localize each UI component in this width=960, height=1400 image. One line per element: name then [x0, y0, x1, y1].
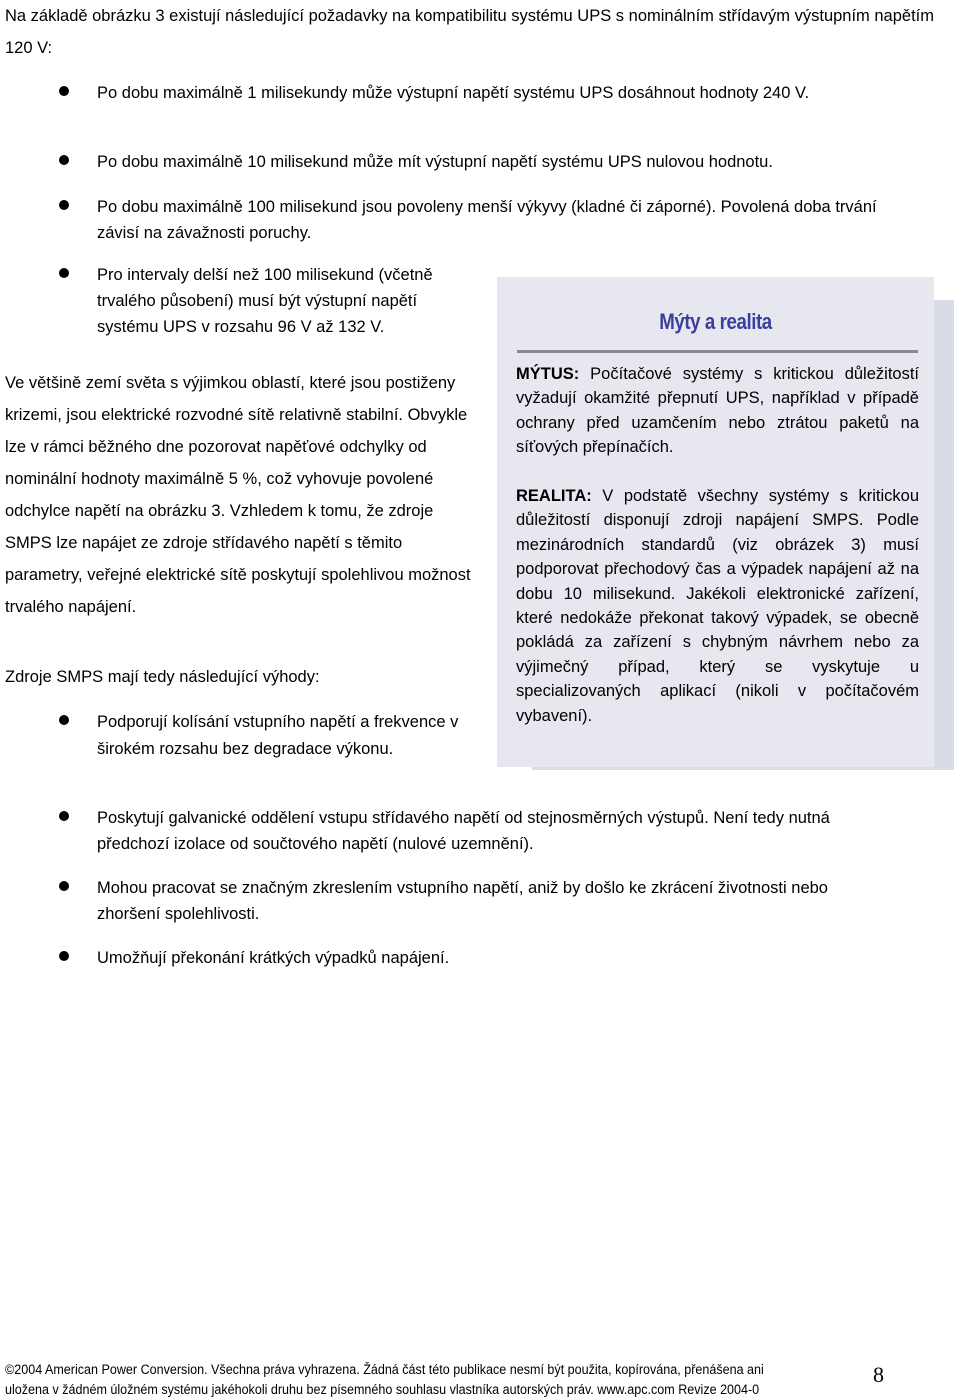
myth-label: MÝTUS: — [516, 365, 580, 383]
myths-sidebar — [497, 277, 934, 767]
bullet-icon — [59, 268, 69, 278]
advantage-item: Poskytují galvanické oddělení vstupu střídavého napětí od stejnosměrných výstupů. Není tedy nutná předchozí izolace od součtového napětí (nulové uzemnění). — [97, 809, 830, 853]
bullet-icon — [59, 811, 69, 821]
bullet-icon — [59, 951, 69, 961]
sidebar-title: Mýty a realita — [659, 309, 772, 334]
reality-paragraph — [516, 484, 919, 728]
footer-line: ©2004 American Power Conversion. Všechna práva vyhrazena. Žádná část této publikace nesmí být použita, kopírována, přenášena ani — [5, 1362, 764, 1377]
footer-line: uložena v žádném úložném systému jakéhokoli druhu bez písemného souhlasu vlastníka autorských práv. www.apc.com Revize 2004-0 — [5, 1382, 760, 1397]
intro-paragraph: Na základě obrázku 3 existují následující požadavky na kompatibilitu systému UPS s nominálním střídavým výstupním napětím 120 V: — [5, 7, 935, 57]
bullet-icon — [59, 881, 69, 891]
advantage-item: Umožňují překonání krátkých výpadků napájení. — [97, 949, 450, 967]
myth-paragraph — [516, 362, 919, 460]
bullet-icon — [59, 715, 69, 725]
requirement-item: Po dobu maximálně 100 milisekund jsou povoleny menší výkyvy (kladné či záporné). Povolená doba trvání závisí na závažnosti poruchy. — [97, 198, 877, 242]
requirement-item: Po dobu maximálně 1 milisekundy může výstupní napětí systému UPS dosáhnout hodnoty 240 V. — [97, 84, 810, 102]
requirement-item: Po dobu maximálně 10 milisekund může mít výstupní napětí systému UPS nulovou hodnotu. — [97, 153, 773, 171]
footer — [5, 1360, 777, 1400]
advantage-item: Mohou pracovat se značným zkreslením vstupního napětí, aniž by došlo ke zkrácení životnosti nebo zhoršení spolehlivosti. — [97, 879, 828, 923]
reality-text: V podstatě všechny systémy s kritickou důležitostí disponují zdroji napájení SMPS. Podle mezinárodních standardů (viz obrázek 3) musí podporovat přechodový čas a výpadek napájení až na dobu 10 milisekund. Jakékoli elektronické zařízení, které nedokáže překonat takový výpadek, se obecně pokládá za zařízení s chybným návrhem nebo za výjimečný případ, který se vyskytuje u specializovaných aplikací (nikoli v počítačovém vybavení). — [516, 487, 919, 725]
advantage-item: Podporují kolísání vstupního napětí a frekvence v širokém rozsahu bez degradace výkonu. — [97, 713, 459, 758]
bullet-icon — [59, 155, 69, 165]
body-paragraph: Ve většině zemí světa s výjimkou oblastí, které jsou postiženy krizemi, jsou elektrické rozvodné sítě relativně stabilní. Obvykle lze v rámci běžného dne pozorovat napěťové odchylky od nominální hodnoty maximálně 5 %, což vyhovuje povolené odchylce napětí na obrázku 3. Vzhledem k tomu, že zdroje SMPS lze napájet ze zdroje střídavého napětí s těmito parametry, veřejné elektrické sítě poskytují spolehlivou možnost trvalého napájení. — [5, 374, 471, 616]
sidebar-divider — [517, 350, 918, 353]
bullet-icon — [59, 200, 69, 210]
bullet-icon — [59, 86, 69, 96]
advantages-intro: Zdroje SMPS mají tedy následující výhody: — [5, 668, 320, 686]
myth-text: Počítačové systémy s kritickou důležitostí vyžadují okamžité přepnutí UPS, například v případě ochrany před uzamčením nebo ztrátou paketů na síťových přepínačích. — [516, 365, 919, 457]
page-number: 8 — [873, 1362, 884, 1387]
requirement-item: Pro intervaly delší než 100 milisekund (včetně trvalého působení) musí být výstupní napětí systému UPS v rozsahu 96 V až 132 V. — [97, 266, 433, 336]
reality-label: REALITA: — [516, 487, 592, 505]
